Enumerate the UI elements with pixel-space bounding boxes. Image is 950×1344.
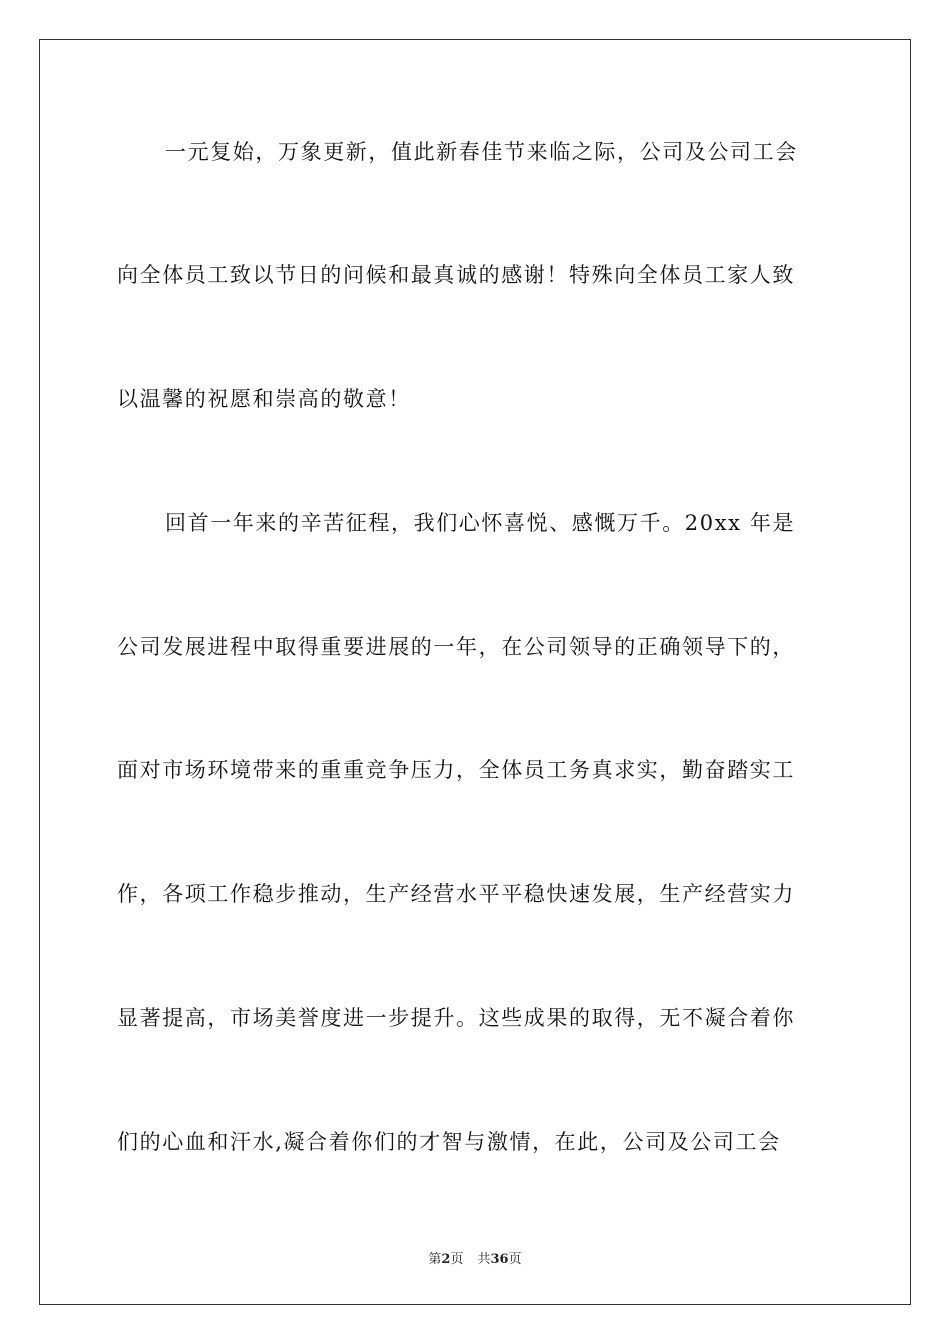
paragraph-1-line-3: 以温馨的祝愿和崇高的敬意！ [117,387,411,411]
page-prefix: 第 [428,1252,442,1267]
paragraph-2-line-2: 公司发展进程中取得重要进展的一年，在公司领导的正确领导下的， [117,635,795,659]
page-border [39,39,911,1305]
paragraph-2-line-1: 回首一年来的辛苦征程，我们心怀喜悦、感慨万千。20xx 年是 [165,511,796,535]
paragraph-2-line-4: 作，各项工作稳步推动，生产经营水平平稳快速发展，生产经营实力 [117,882,795,906]
paragraph-1-line-1: 一元复始，万象更新，值此新春佳节来临之际，公司及公司工会 [165,140,798,164]
paragraph-2-line-6: 们的心血和汗水,凝合着你们的才智与激情，在此，公司及公司工会 [117,1130,781,1154]
total-prefix: 共 [477,1252,491,1267]
total-suffix: 页 [508,1252,522,1267]
total-pages: 36 [490,1252,509,1267]
page-number: 2 [441,1252,451,1267]
paragraph-2-line-5: 显著提高，市场美誉度进一步提升。这些成果的取得，无不凝合着你 [117,1006,795,1030]
paragraph-1-line-2: 向全体员工致以节日的问候和最真诚的感谢！特殊向全体员工家人致 [117,263,795,287]
paragraph-2-line-3: 面对市场环境带来的重重竞争压力，全体员工务真求实，勤奋踏实工 [117,758,795,782]
page-footer [0,1248,950,1267]
page-suffix: 页 [450,1252,464,1267]
